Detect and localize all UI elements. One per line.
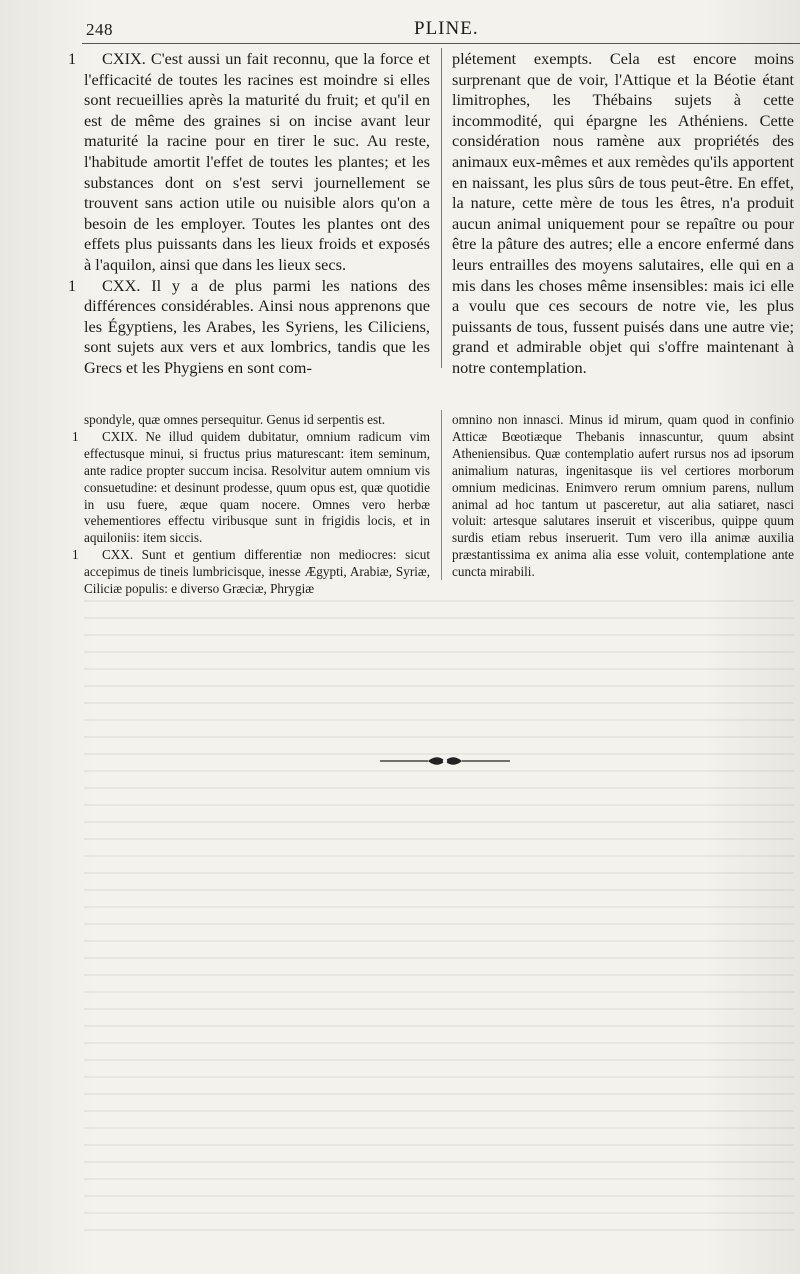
latin-column-right xyxy=(452,412,794,581)
french-column-left xyxy=(68,49,430,379)
paragraph-text: CXX. Il y a de plus parmi les nations des différences considérables. Ainsi nous apprenons que les Égyptiens, les Arabes, les Syriens, les Ciliciens, sont sujets aux vers et aux lombrics, tandis que les Grecs et les Phygiens en sont com- xyxy=(84,275,430,377)
section-marker: 1 xyxy=(72,547,79,563)
column-divider-latin xyxy=(441,410,442,580)
section-marker: 1 xyxy=(72,428,79,444)
paragraph-text: CXX. Sunt et gentium differentiæ non mediocres: sicut accepimus de tineis lumbricisque, inesse Ægypti, Arabiæ, Syriæ, Ciliciæ populis: e diverso Græciæ, Phrygiæ xyxy=(84,547,430,597)
paragraph-text: CXIX. Ne illud quidem dubitatur, omnium radicum vim effectusque minui, si fructus prius maturescant: item seminum, ante radice propter succum incisa. Resolvitur autem omnium vis consuetudine: et desinunt prodesse, quum opus est, quæ quotidie in usu fuere, æque quam nocere. Omnes vero herbæ vehementiores effectu viribusque sunt in frigidis locis, et in aquiloniis: item siccis. xyxy=(84,428,430,546)
latin-paragraph-continued: omnino non innasci. Minus id mirum, quam quod in confinio Atticæ Bœotiæque Thebanis innascuntur, quum absint Atheniensibus. Quæ contemplatio aufert rursus nos ad ipsorum animalium naturas, ingenitasque iis vel certiores morborum omnium medicinas. Enimvero rerum omnium parens, nullum animal ad hoc tantum ut pasceretur, aut alia satiaret, nasci voluit: artesque salutares inseruit et visceribus, quippe quum surdis etiam rebus inseruerit. Tum vero illa animæ auxilia præstantissima ex anima alia esse voluit, contemplatione ante cuncta mirabili. xyxy=(452,412,794,580)
french-column-right xyxy=(452,49,794,379)
paragraph-text: spondyle, quæ omnes persequitur. Genus id serpentis est. xyxy=(84,412,386,427)
french-paragraph-cxix xyxy=(68,49,430,276)
french-paragraph-continued: plétement exempts. Cela est encore moins surprenant que de voir, l'Attique et la Béotie étant limitrophes, les Thébains sujets à cette incommodité, qui épargne les Athéniens. Cette considération nous ramène aux propriétés des animaux eux-mêmes et aux remèdes qu'ils apportent en naissant, les plus sûrs de tous peut-être. En effet, la nature, cette mère de tous les êtres, n'a produit aucun animal uniquement pour se repaître ou pour être la pâture des autres; elle a encore enfermé dans leurs entrailles des moyens salutaires, elle qui en a mis dans les choses même insensibles: mais ici elle a voulu que ces secours de notre vie, les plus puissants de tous, fussent puisés dans une autre vie; grand et admirable objet qui s'offre maintenant à notre contemplation. xyxy=(452,49,794,377)
latin-paragraph-cxx xyxy=(72,547,430,598)
french-paragraph-cxx xyxy=(68,275,430,379)
fleuron-ornament-icon xyxy=(380,754,510,768)
column-divider xyxy=(441,48,442,368)
latin-column-left xyxy=(72,412,430,598)
bleed-through-texture xyxy=(84,600,794,1240)
paragraph-text: CXIX. C'est aussi un fait reconnu, que la force et l'efficacité de toutes les racines est moindre si elles sont recueillies après la maturité du fruit; et qu'il en est de même des graines si on incise avant leur maturité la racine pour en tirer le suc. Au reste, l'habitude amortit l'effet de toutes les plantes; et les substances dont on s'est servi journellement se trouvent sans action utile ou nuisible alors qu'on a besoin de les employer. Toutes les plantes ont des effets plus puissants dans les lieux froids et exposés à l'aquilon, ainsi que dans les lieux secs. xyxy=(84,49,430,274)
latin-paragraph-cxix xyxy=(72,428,430,547)
section-marker: 1 xyxy=(68,275,77,295)
running-head: PLINE. xyxy=(414,18,479,39)
section-marker: 1 xyxy=(68,49,77,68)
page-number: 248 xyxy=(86,20,113,39)
latin-paragraph-fragment xyxy=(84,412,430,429)
header-rule xyxy=(82,43,800,44)
